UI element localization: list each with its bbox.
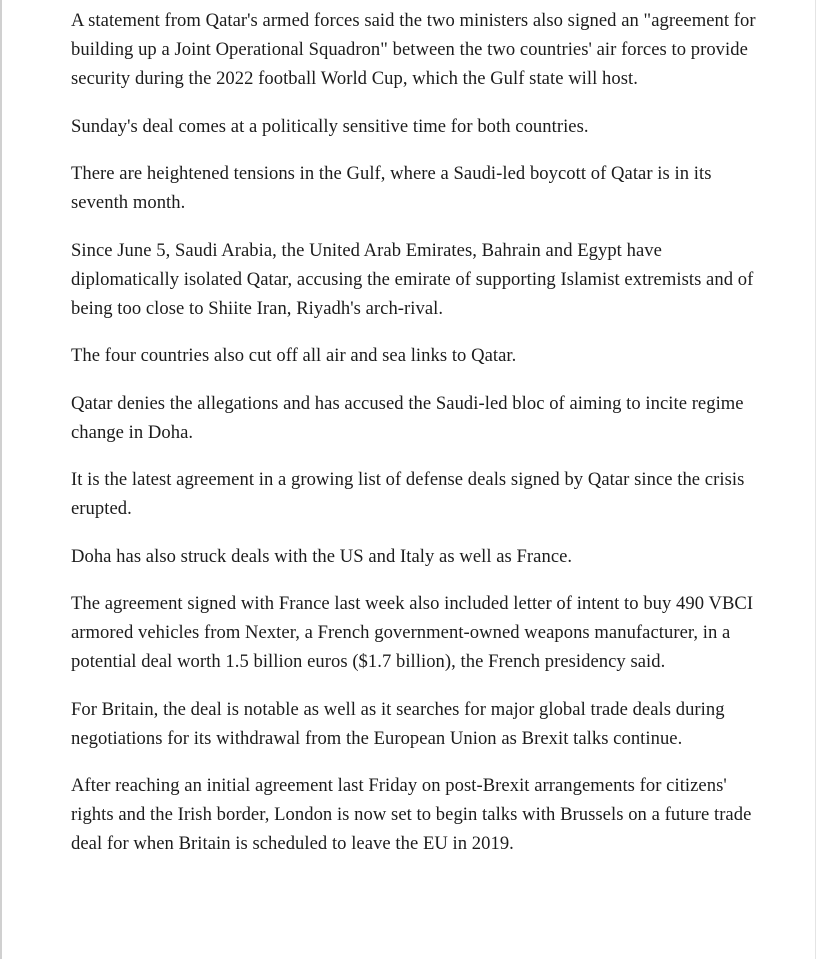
article-paragraph: It is the latest agreement in a growing list of defense deals signed by Qatar since the crisis erupted. bbox=[71, 469, 745, 519]
article-paragraph: The four countries also cut off all air and sea links to Qatar. bbox=[71, 345, 517, 366]
article-body bbox=[71, 6, 761, 877]
article-paragraph: For Britain, the deal is notable as well as it searches for major global trade deals during negotiations for its withdrawal from the European Union as Brexit talks continue. bbox=[71, 698, 725, 749]
article-paragraph: A statement from Qatar's armed forces said the two ministers also signed an "agreement for building up a Joint Operational Squadron" between the two countries' air forces to provide security during the 2022 football World Cup, which the Gulf state will host. bbox=[71, 10, 756, 89]
article-paragraph: The agreement signed with France last week also included letter of intent to buy 490 VBCI armored vehicles from Nexter, a French government-owned weapons manufacturer, in a potential deal worth 1.5 billion euros ($1.7 billion), the French presidency said. bbox=[71, 593, 754, 672]
page-left-border bbox=[0, 0, 2, 959]
article-paragraph: Sunday's deal comes at a politically sensitive time for both countries. bbox=[71, 115, 589, 137]
article-paragraph: Since June 5, Saudi Arabia, the United Arab Emirates, Bahrain and Egypt have diplomatically isolated Qatar, accusing the emirate of supporting Islamist extremists and of being too close to Shiite Iran, Riyadh's arch-rival. bbox=[71, 239, 754, 319]
article-paragraph: Doha has also struck deals with the US and Italy as well as France. bbox=[71, 545, 573, 567]
article-paragraph: There are heightened tensions in the Gulf, where a Saudi-led boycott of Qatar is in its seventh month. bbox=[71, 163, 712, 213]
article-paragraph: After reaching an initial agreement last Friday on post-Brexit arrangements for citizens' rights and the Irish border, London is now set to begin talks with Brussels on a future trade deal for when Britain is scheduled to leave the EU in 2019. bbox=[71, 775, 752, 854]
article-paragraph: Qatar denies the allegations and has accused the Saudi-led bloc of aiming to incite regime change in Doha. bbox=[71, 392, 744, 443]
